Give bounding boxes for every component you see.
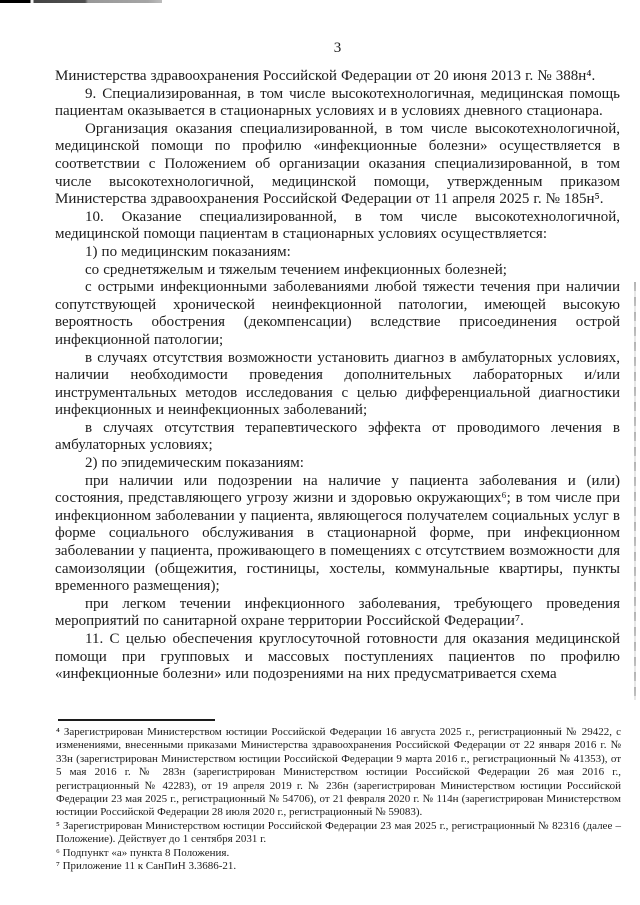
footnote-6: ⁶ Подпункт «а» пункта 8 Положения. [56,846,230,859]
footnote-separator [58,719,215,721]
paragraph-organization: Организация оказания специализированной, в том числе высокотехнологичной, медицинской помощи по профилю «инфекционные болезни» осуществляется в соответствии с Положением об организации оказания специализированной, в том числе высокотехнологичной, медицинской помощи, утвержденным приказом Министерства здравоохранения Российской Федерации от 11 апреля 2025 г. № 185н⁵. [55,120,620,208]
footnote-4: ⁴ Зарегистрирован Министерством юстиции Российской Федерации 16 августа 2025 г., регистрационный № 29422, с изменениями, внесенными приказами Министерства здравоохранения Российской Федерации от 22 января 2016 г. № 33н (зарегистрирован Министерством юстиции Российской Федерации 9 марта 2016 г., регистрационный № 41353), от 5 мая 2016 г. № 283н (зарегистрирован Министерством юстиции Российской Федерации 26 мая 2016 г., регистрационный № 42283), от 19 апреля 2019 г. № 236н (зарегистрирован Министерством юстиции Российской Федерации 23 мая 2025 г., регистрационный № 54706), от 21 февраля 2020 г. № 114н (зарегистрирован Министерством юстиции Российской Федерации 28 июля 2020 г., регистрационный № 59083). [56,726,621,819]
clause-2-epidemic-indications: 2) по эпидемическим показаниям: [85,455,304,472]
document-body [55,68,620,684]
footnote-5: ⁵ Зарегистрирован Министерством юстиции Российской Федерации 23 мая 2025 г., регистрационный № 82316 (далее – Положение). Действует до 1 сентября 2031 г. [56,819,621,846]
footnote-7: ⁷ Приложение 11 к СанПиН 3.3686-21. [56,860,237,873]
page-number: 3 [333,40,342,56]
footnotes [56,726,621,873]
clause-no-therapeutic-effect: в случаях отсутствия терапевтического эффекта от проводимого лечения в амбулаторных условиях; [55,419,620,454]
clause-threat-to-others: при наличии или подозрении на наличие у пациента заболевания и (или) состояния, представляющего угрозу жизни и здоровью окружающих⁶; в том числе при инфекционном заболевании у пациента, являющегося получателем социальных услуг в форме социального обслуживания в стационарной форме, при инфекционном заболевании у пациента, проживающего в помещениях с отсутствием возможности для самоизоляции (общежития, гостиницы, хостелы, коммунальные квартиры, пункты временного размещения); [55,472,620,595]
scan-artifact-right-line [634,282,636,700]
clause-1-medical-indications: 1) по медицинским показаниям: [85,243,291,260]
paragraph-continuation: Министерства здравоохранения Российской Федерации от 20 июня 2013 г. № 388н⁴. [55,68,596,84]
paragraph-item-11: 11. С целью обеспечения круглосуточной готовности для оказания медицинской помощи при групповых и массовых поступлениях пациентов по профилю «инфекционные болезни» или подозрениями на них предусматривается схема [55,631,620,683]
paragraph-item-9: 9. Специализированная, в том числе высокотехнологичная, медицинская помощь пациентам оказывается в стационарных условиях и в условиях дневного стационара. [55,85,620,120]
clause-no-outpatient-diagnosis: в случаях отсутствия возможности установить диагноз в амбулаторных условиях, наличии необходимости проведения дополнительных лабораторных и/или инструментальных методов исследования с целью дифференциальной диагностики инфекционных и неинфекционных заболеваний; [55,349,620,419]
scan-artifact-top-bar [0,0,162,3]
paragraph-item-10: 10. Оказание специализированной, в том числе высокотехнологичной, медицинской помощи пациентам в стационарных условиях осуществляется: [55,208,620,243]
clause-mild-course: при легком течении инфекционного заболевания, требующего проведения мероприятий по санитарной охране территории Российской Федерации⁷. [55,595,620,630]
clause-medium-severe-course: со среднетяжелым и тяжелым течением инфекционных болезней; [85,261,507,278]
clause-acute-infectious: с острыми инфекционными заболеваниями любой тяжести течения при наличии сопутствующей хронической неинфекционной патологии, имеющей высокую вероятность обострения (декомпенсации) вследствие присоединения острой инфекционной патологии; [55,279,620,348]
